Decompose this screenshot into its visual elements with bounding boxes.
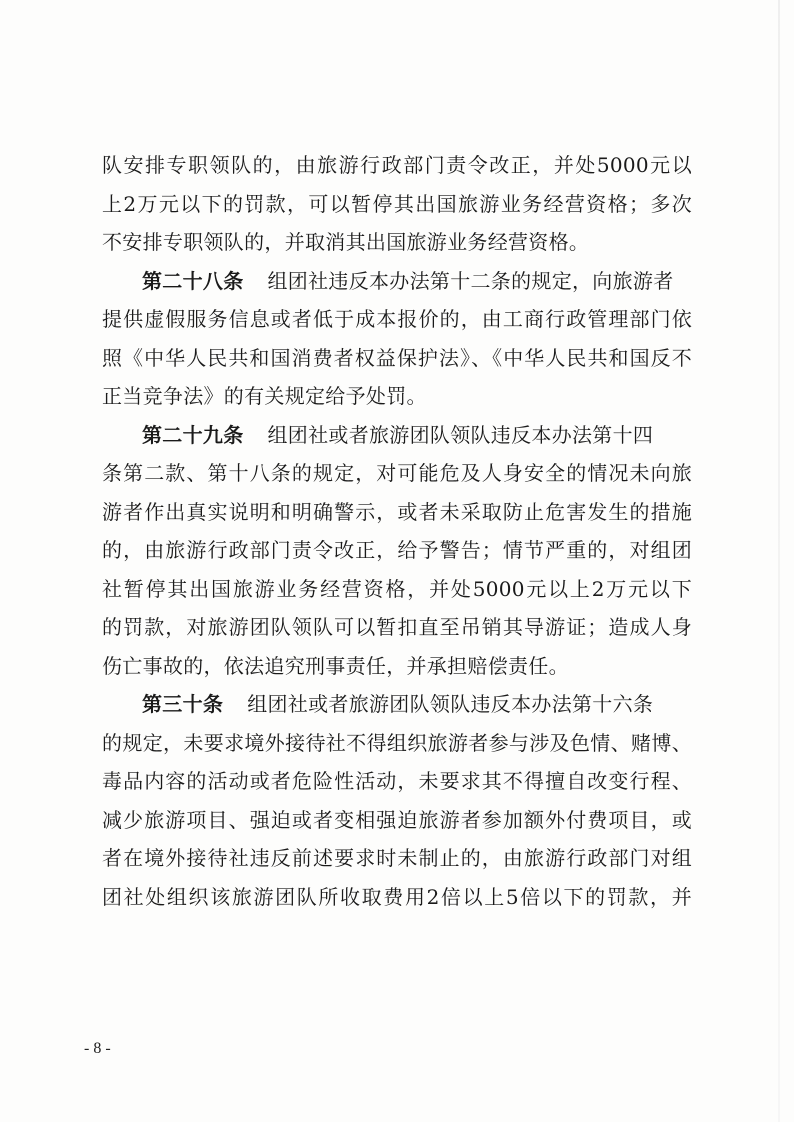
- article-29-first-line: [102, 416, 692, 455]
- article-30-text: 组团社或者旅游团队领队违反本办法第十六条: [247, 692, 654, 716]
- article-30-first-line: [102, 685, 692, 724]
- text-line: 上2万元以下的罚款，可以暂停其出国旅游业务经营资格；多次: [102, 191, 692, 216]
- page-number: - 8 -: [84, 1040, 111, 1057]
- scan-edge: [778, 0, 780, 1122]
- article-28-text: 组团社违反本办法第十二条的规定，向旅游者: [267, 268, 674, 293]
- text-line: 不安排专职领队的，并取消其出国旅游业务经营资格。: [102, 230, 590, 254]
- text-line: 提供虚假服务信息或者低于成本报价的，由工商行政管理部门依: [102, 307, 692, 331]
- text-line: 游者作出真实说明和明确警示，或者未采取防止危害发生的措施: [102, 499, 692, 524]
- text-line: 条第二款、第十八条的规定，对可能危及人身安全的情况未向旅: [102, 461, 692, 485]
- text-line: 减少旅游项目、强迫或者变相强迫旅游者参加额外付费项目，或: [102, 807, 692, 832]
- text-line: 毒品内容的活动或者危险性活动，未要求其不得擅自改变行程、: [102, 769, 692, 793]
- text-line: 者在境外接待社违反前述要求时未制止的，由旅游行政部门对组: [102, 846, 692, 870]
- article-29-text: 组团社或者旅游团队领队违反本办法第十四: [267, 422, 654, 447]
- article-28-first-line: [102, 262, 692, 301]
- text-line: 队安排专职领队的，由旅游行政部门责令改正，并处5000元以: [102, 153, 692, 177]
- text-line: 正当竞争法》的有关规定给予处罚。: [102, 384, 427, 408]
- article-28-title: 第二十八条: [142, 268, 244, 293]
- text-line: 社暂停其出国旅游业务经营资格，并处5000元以上2万元以下: [102, 576, 692, 601]
- text-line: 的罚款，对旅游团队领队可以暂扣直至吊销其导游证；造成人身: [102, 615, 692, 639]
- article-30-title: 第三十条: [142, 692, 224, 716]
- text-line: 照《中华人民共和国消费者权益保护法》、《中华人民共和国反不: [102, 345, 692, 370]
- body-text: [102, 146, 692, 916]
- text-line: 伤亡事故的，依法追究刑事责任，并承担赔偿责任。: [102, 653, 569, 678]
- text-line: 团社处组织该旅游团队所收取费用2倍以上5倍以下的罚款，并: [102, 884, 692, 909]
- article-29-title: 第二十九条: [142, 422, 244, 447]
- text-line: 的规定，未要求境外接待社不得组织旅游者参与涉及色情、赌博、: [102, 730, 692, 755]
- text-line: 的，由旅游行政部门责令改正，给予警告；情节严重的，对组团: [102, 538, 692, 562]
